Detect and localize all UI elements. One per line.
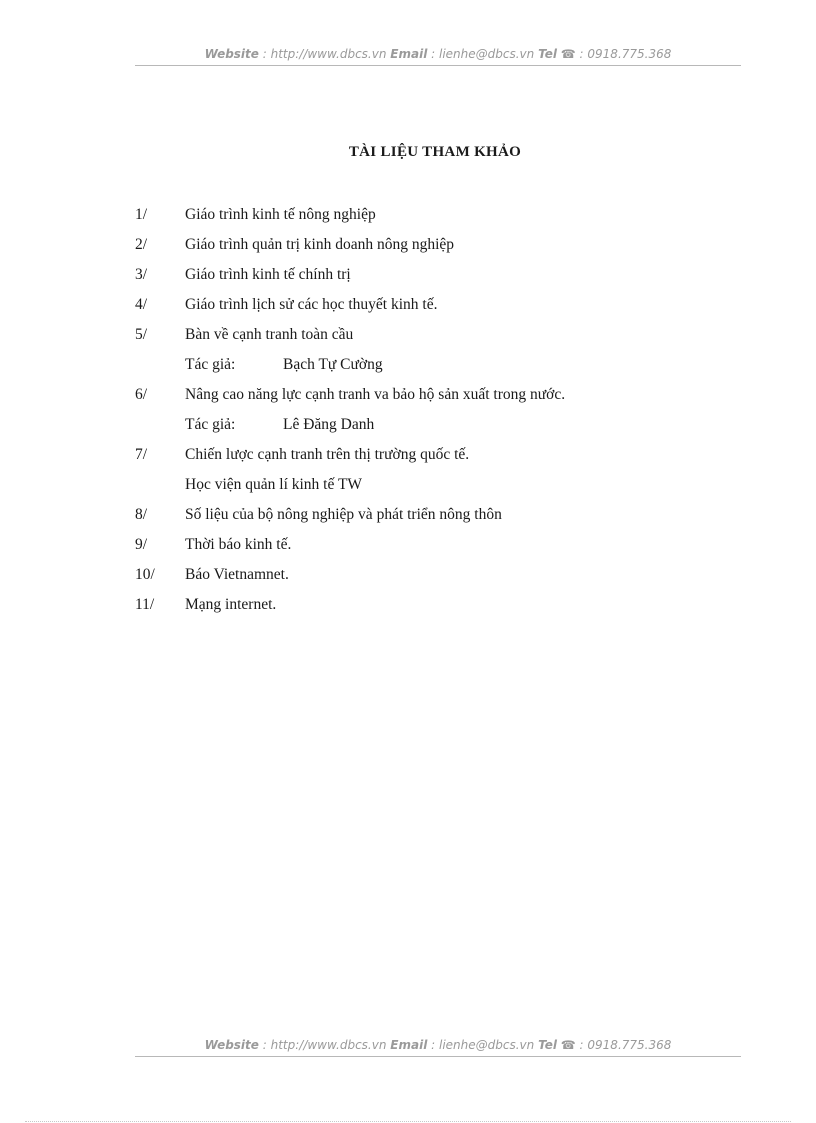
tel-value: 0918.775.368 [587,47,672,61]
reference-text: Giáo trình lịch sử các học thuyết kinh tế. [185,296,438,313]
website-label: Website [204,47,259,61]
reference-text: Chiến lược cạnh tranh trên thị trường quốc tế. [185,446,470,463]
reference-extra-7 [135,470,735,500]
tel-value: 0918.775.368 [587,1038,672,1052]
reference-item-9 [135,530,735,560]
reference-item-5 [135,320,735,350]
reference-number: 7/ [135,446,148,463]
footer-rule [135,1056,741,1057]
reference-text: Giáo trình kinh tế chính trị [185,266,351,283]
reference-author-6 [135,410,735,440]
reference-item-4 [135,290,735,320]
reference-number: 6/ [135,386,148,403]
reference-number: 5/ [135,326,148,343]
reference-number: 9/ [135,536,148,553]
reference-number: 2/ [135,236,148,253]
tel-label: Tel [538,47,557,61]
tel-label: Tel [538,1038,557,1052]
page-bottom-divider [25,1121,791,1122]
reference-item-1 [135,200,735,230]
reference-number: 11/ [135,596,155,613]
email-label: Email [390,47,428,61]
reference-item-6 [135,380,735,410]
reference-text: Báo Vietnamnet. [185,566,289,583]
email-link[interactable]: lienhe@dbcs.vn [438,1038,535,1052]
reference-text: Mạng internet. [185,596,277,613]
phone-icon: ☎ [560,1038,576,1052]
author-name: Lê Đăng Danh [283,416,375,433]
page-footer: Website : http://www.dbcs.vn Email : lienhe@dbcs.vn Tel ☎ : 0918.775.368 [135,1038,741,1052]
reference-number: 3/ [135,266,148,283]
phone-icon: ☎ [560,47,576,61]
reference-text: Số liệu của bộ nông nghiệp và phát triển nông thôn [185,506,502,523]
reference-author-5 [135,350,735,380]
reference-publisher: Học viện quản lí kinh tế TW [185,476,363,493]
reference-item-8 [135,500,735,530]
website-link[interactable]: http://www.dbcs.vn [270,1038,387,1052]
reference-item-11 [135,590,735,620]
website-label: Website [204,1038,259,1052]
author-label: Tác giả: [185,416,236,433]
header-rule [135,65,741,66]
author-name: Bạch Tự Cường [283,356,383,373]
email-link[interactable]: lienhe@dbcs.vn [438,47,535,61]
reference-item-7 [135,440,735,470]
reference-text: Thời báo kinh tế. [185,536,292,553]
reference-item-10 [135,560,735,590]
reference-list [135,200,735,620]
reference-number: 4/ [135,296,148,313]
email-label: Email [390,1038,428,1052]
website-link[interactable]: http://www.dbcs.vn [270,47,387,61]
page-title: TÀI LIỆU THAM KHẢO [348,144,522,160]
reference-item-3 [135,260,735,290]
reference-text: Giáo trình kinh tế nông nghiệp [185,206,376,223]
reference-text: Bàn về cạnh tranh toàn cầu [185,326,354,343]
reference-text: Giáo trình quản trị kinh doanh nông nghiệp [185,236,455,253]
reference-text: Nâng cao năng lực cạnh tranh va bảo hộ sản xuất trong nước. [185,386,566,403]
reference-number: 1/ [135,206,148,223]
reference-item-2 [135,230,735,260]
page-header: Website : http://www.dbcs.vn Email : lienhe@dbcs.vn Tel ☎ : 0918.775.368 [135,47,741,61]
author-label: Tác giả: [185,356,236,373]
reference-number: 8/ [135,506,148,523]
reference-number: 10/ [135,566,155,583]
